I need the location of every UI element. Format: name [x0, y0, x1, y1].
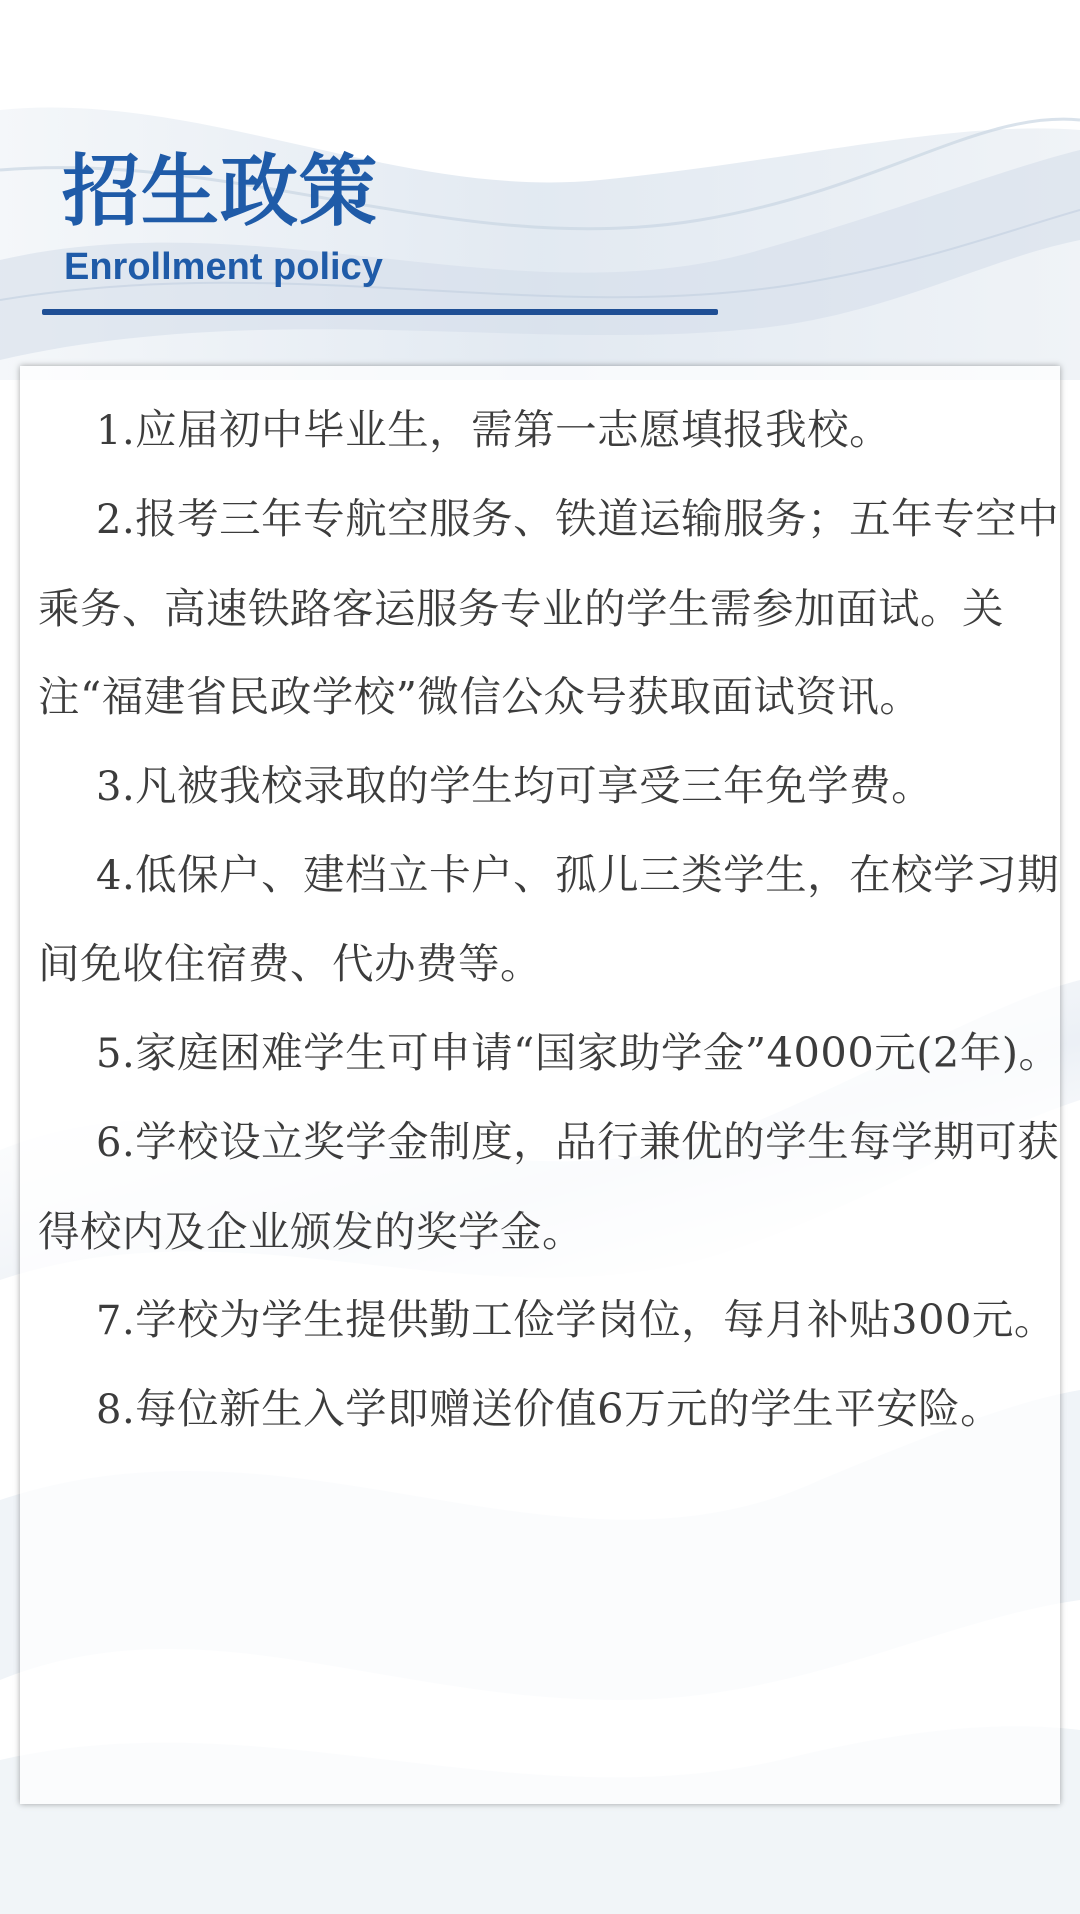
page-title: 招生政策 [62, 147, 379, 237]
policy-number: 6. [96, 1120, 136, 1167]
policy-item-4 [38, 831, 1064, 1009]
policy-number: 5. [96, 1030, 136, 1077]
policy-text: 家庭困难学生可申请“国家助学金”4000元(2年)。 [135, 1027, 1061, 1077]
policy-number: 7. [96, 1298, 136, 1345]
policy-text: 报考三年专航空服务、铁道运输服务；五年专空中乘务、高速铁路客运服务专业的学生需参加面试。关注“福建省民政学校”微信公众号获取面试资讯。 [38, 494, 1060, 722]
policy-text: 应届初中毕业生，需第一志愿填报我校。 [135, 405, 892, 454]
policy-item-1 [38, 386, 1064, 475]
policy-item-3 [38, 742, 1064, 831]
policy-text: 学校为学生提供勤工俭学岗位，每月补贴300元。 [135, 1295, 1056, 1345]
policy-number: 2. [96, 497, 136, 544]
policy-text: 凡被我校录取的学生均可享受三年免学费。 [135, 760, 934, 810]
policy-text: 低保户、建档立卡户、孤儿三类学生，在校学习期间免收住宿费、代办费等。 [38, 850, 1060, 989]
policy-number: 4. [96, 853, 136, 900]
header [0, 0, 1080, 380]
policy-item-2 [38, 475, 1064, 741]
policy-number: 1. [96, 408, 136, 454]
policy-text: 每位新生入学即赠送价值6万元的学生平安险。 [135, 1384, 1003, 1434]
policy-list [38, 386, 1064, 1455]
policy-card [20, 366, 1060, 1804]
policy-item-5 [38, 1009, 1064, 1098]
policy-number: 8. [96, 1387, 136, 1434]
page-subtitle: Enrollment policy [64, 246, 383, 288]
title-divider [42, 309, 718, 315]
policy-item-6 [38, 1098, 1064, 1276]
policy-text: 学校设立奖学金制度，品行兼优的学生每学期可获得校内及企业颁发的奖学金。 [38, 1117, 1060, 1256]
policy-item-8 [38, 1365, 1064, 1454]
policy-number: 3. [96, 763, 136, 810]
policy-item-7 [38, 1276, 1064, 1365]
